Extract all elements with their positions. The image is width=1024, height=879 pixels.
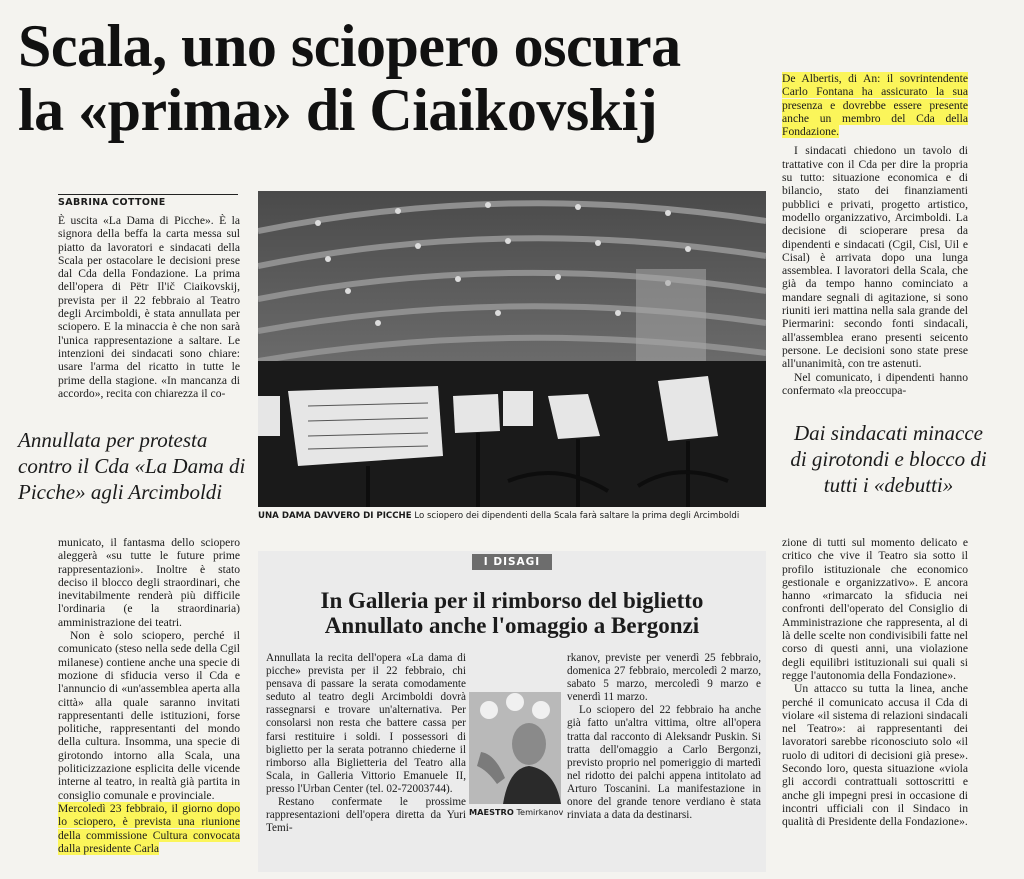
box-title-line-2: Annullato anche l'omaggio a Bergonzi	[324, 613, 700, 638]
paragraph: municato, il fantasma dello sciopero aleggerà «su tutte le future prime rappresentazioni». Inoltre è stato deciso il blocco degli straordinari, che inevitabilmente renderà più difficile l'ordinaria (e la straordinaria) amministrazione dei teatri.	[58, 536, 240, 629]
paragraph: Nel comunicato, i dipendenti hanno confermato «la preoccupa-	[782, 370, 968, 397]
conductor-portrait	[469, 692, 561, 804]
headline-line-1: Scala, uno sciopero oscura	[18, 13, 681, 79]
paragraph: Restano confermate le prossime rappresentazioni dell'opera diretta da Yuri Temi-	[266, 796, 466, 835]
paragraph: Lo sciopero del 22 febbraio ha anche già fatto un'altra vittima, oltre all'opera tratta dal racconto di Aleksandr Puskin. Si tratta dell'omaggio a Carlo Bergonzi, previsto proprio nel pomeriggio di martedì nel ridotto dei palchi appena intitolato ad Arturo Toscanini. La manifestazione in onore del grande tenore verdiano è stata rinviata a data da destinarsi.	[567, 704, 761, 822]
temirkanov-photo	[469, 692, 561, 804]
highlighted-text: Mercoledì 23 febbraio, il giorno dopo lo sciopero, è prevista una riunione della commissione Cultura convocata dalla presidente Carla	[58, 801, 240, 855]
paragraph: È uscita «La Dama di Picche». È la signora della beffa la carta messa sul piatto da lavoratori e sindacati della Scala per ostacolare le decisioni prese dal Cda della Fondazione. La prima dell'opera di Pëtr Il'ič Ciaikovskij, prevista per il 22 febbraio al Teatro degli Arcimboldi, è stata annullata per sciopero. E la minaccia è che non sarà l'unica rappresentazione a saltare. Le intenzioni dei sindacati sono chiare: usare l'arma del ricatto in tutte le prime della stagione. «In mancanza di accordo», recita con chiarezza il co-	[58, 214, 240, 400]
paragraph: I sindacati chiedono un tavolo di trattative con il Cda per dire la propria su tutto: situazione economica e di bilancio, stato dei finanziamenti pubblici e privati, progetto artistico, modello organizzativo, Arcimboldi. La decisione di scioperare presa da dipendenti e sindacati (Cgil, Cisl, Uil e Cisal) è arrivata dopo una lunga assemblea. I lavoratori della Scala, che già da tempo hanno cominciato a mandare segnali di agitazione, si sono riuniti ieri mattina nella sala grande del Piermarini: secondo fonti sindacali, all'assemblea erano presenti seicento persone. Le decisioni sono state prese all'unanimità, con tre astenuti.	[782, 144, 968, 371]
left-column-bottom	[58, 536, 240, 855]
theatre-interior-image	[258, 191, 766, 507]
photo-caption	[258, 511, 766, 522]
theatre-photo	[258, 191, 766, 507]
box-column-2	[567, 652, 761, 822]
paragraph: Annullata la recita dell'opera «La dama di picche» prevista per il 22 febbraio, chi pensava di passare la serata comodamente seduto al teatro degli Arcimboldi dovrà rassegnarsi e trovare un'alternativa. Per consolarsi non resta che battere cassa per farsi restituire i soldi. I possessori di biglietto per la serata potranno chiederne il rimborso alla Biglietteria del Teatro alla Scala, in Galleria Vittorio Emanuele II, presso l'Urban Center (tel. 02-72003744).	[266, 652, 466, 795]
pullquote-right: Dai sindacati minacce di girotondi e blocco di tutti i «debutti»	[790, 421, 987, 497]
right-column-top	[782, 72, 968, 397]
paragraph: Un attacco su tutta la linea, anche perché il comunicato accusa il Cda di violare «il sistema di relazioni sindacali nel Teatro»: ai rappresentanti dei lavoratori sarebbe riconosciuto solo «il ruolo di uditori di decisioni già prese». Secondo loro, questa situazione «viola gli accordi contrattuali sottoscritti e anche gli impegni presi in occasione di incontri ufficiali con il Sindaco in qualità di Presidente della Fondazione».	[782, 682, 968, 829]
headline	[18, 14, 758, 142]
pullquote-left: Annullata per protesta contro il Cda «La Dama di Picche» agli Arcimboldi	[18, 428, 246, 504]
paragraph: rkanov, previste per venerdì 25 febbraio, domenica 27 febbraio, mercoledì 2 marzo, sabato 5 marzo, mercoledì 9 marzo e venerdì 11 marzo.	[567, 652, 761, 704]
byline: SABRINA COTTONE	[58, 194, 238, 208]
box-column-1	[266, 652, 466, 835]
box-label	[258, 556, 766, 568]
highlighted-text: De Albertis, di An: il sovrintendente Carlo Fontana ha assicurato la sua presenza e dovrebbe essere presente anche un membro del Cda della Fondazione.	[782, 72, 968, 139]
right-column-bottom	[782, 536, 968, 829]
small-caption-text: Temirkanov	[516, 807, 564, 817]
box-title	[265, 588, 759, 638]
headline-line-2: la «prima» di Ciaikovskij	[18, 77, 658, 143]
caption-lead: UNA DAMA DAVVERO DI PICCHE	[258, 511, 412, 521]
left-column-top	[58, 214, 240, 400]
box-title-line-1: In Galleria per il rimborso del biglietto	[320, 588, 704, 613]
small-photo-caption	[469, 807, 569, 817]
caption-text: Lo sciopero dei dipendenti della Scala farà saltare la prima degli Arcimboldi	[414, 511, 740, 521]
small-caption-lead: MAESTRO	[469, 807, 514, 817]
box-label-text: I DISAGI	[472, 554, 552, 570]
paragraph: zione di tutti sul momento delicato e critico che vive il Teatro sia sotto il profilo istituzionale che economico gestionale e organizzativo». E ancora hanno «rimarcato la sfiducia nei confronti dell'operato del Consiglio di Amministrazione che rappresenta, al di là delle scelte non condivisibili fatte nel corso di questi anni, una violazione degli equilibri istituzionali sui quali si regge l'autonomia della Fondazione».	[782, 536, 968, 682]
paragraph: Non è solo sciopero, perché il comunicato (steso nella sede della Cgil milanese) contiene anche una specie di mozione di sfiducia verso il Cda e l'annuncio di «un'assemblea aperta alla città» alla quale saranno invitati rappresentanti delle istituzioni, forse politiche, rappresentanti del mondo della cultura. Insomma, una specie di girotondo intorno alla Scala, una politicizzazione esplicita delle vicende interne al teatro, in realtà già partita in consiglio comunale e provinciale.	[58, 629, 240, 802]
